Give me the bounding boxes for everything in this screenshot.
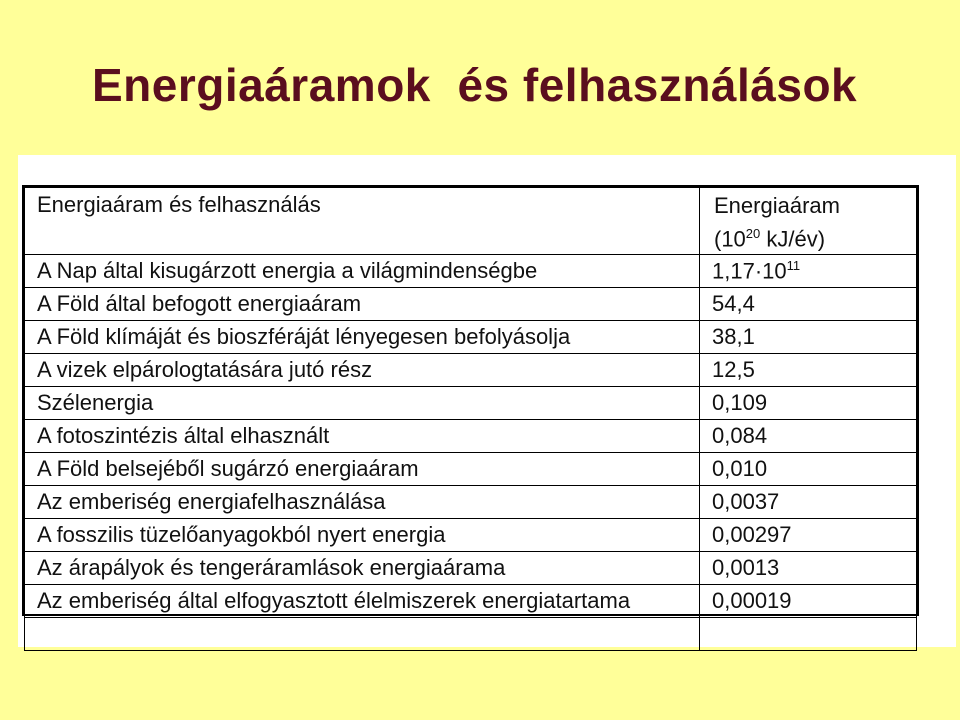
row-value: 0,084 [700, 420, 917, 453]
table-row [25, 552, 917, 585]
table-row [25, 255, 917, 288]
header-value-cell [700, 188, 917, 255]
table-row [25, 321, 917, 354]
table-row [25, 486, 917, 519]
header-unit-suffix: kJ/év) [760, 226, 826, 252]
row-label: A Nap által kisugárzott energia a világmindenségbe [25, 255, 700, 288]
table-row [25, 618, 917, 651]
row-value: 0,0037 [700, 486, 917, 519]
row-value-base: 1,17·10 [712, 258, 787, 284]
header-label-cell: Energiaáram és felhasználás [25, 188, 700, 255]
row-label: Az emberiség energiafelhasználása [25, 486, 700, 519]
row-label: A Föld által befogott energiaáram [25, 288, 700, 321]
row-label: Az árapályok és tengeráramlások energiaárama [25, 552, 700, 585]
table-row [25, 420, 917, 453]
row-value: 0,109 [700, 387, 917, 420]
row-label: A vizek elpárologtatására jutó rész [25, 354, 700, 387]
header-unit-exponent: 20 [745, 226, 761, 241]
row-value [700, 255, 917, 288]
table-row [25, 387, 917, 420]
header-unit-prefix: (10 [714, 226, 746, 252]
header-value-title: Energiaáram [714, 193, 840, 218]
row-value: 0,0013 [700, 552, 917, 585]
row-value: 54,4 [700, 288, 917, 321]
row-label: A fosszilis tüzelőanyagokból nyert energia [25, 519, 700, 552]
table-row [25, 288, 917, 321]
row-label: Az emberiség által elfogyasztott élelmiszerek energiatartama [25, 585, 700, 618]
row-value: 12,5 [700, 354, 917, 387]
row-label: A fotoszintézis által elhasznált [25, 420, 700, 453]
slide-title: Energiaáramok és felhasználások [92, 59, 858, 111]
row-label: Szélenergia [25, 387, 700, 420]
row-value: 0,00297 [700, 519, 917, 552]
row-value-exponent: 11 [786, 257, 801, 273]
row-label: A Föld klímáját és bioszféráját lényegesen befolyásolja [25, 321, 700, 354]
row-label: A Föld belsejéből sugárzó energiaáram [25, 453, 700, 486]
energy-table-frame [22, 185, 919, 616]
row-label [25, 618, 700, 651]
row-value [700, 618, 917, 651]
table-row [25, 453, 917, 486]
table-row [25, 519, 917, 552]
table-row [25, 585, 917, 618]
row-value: 0,010 [700, 453, 917, 486]
table-header-row [25, 188, 917, 255]
energy-table [24, 187, 917, 651]
row-value: 38,1 [700, 321, 917, 354]
row-value: 0,00019 [700, 585, 917, 618]
table-row [25, 354, 917, 387]
